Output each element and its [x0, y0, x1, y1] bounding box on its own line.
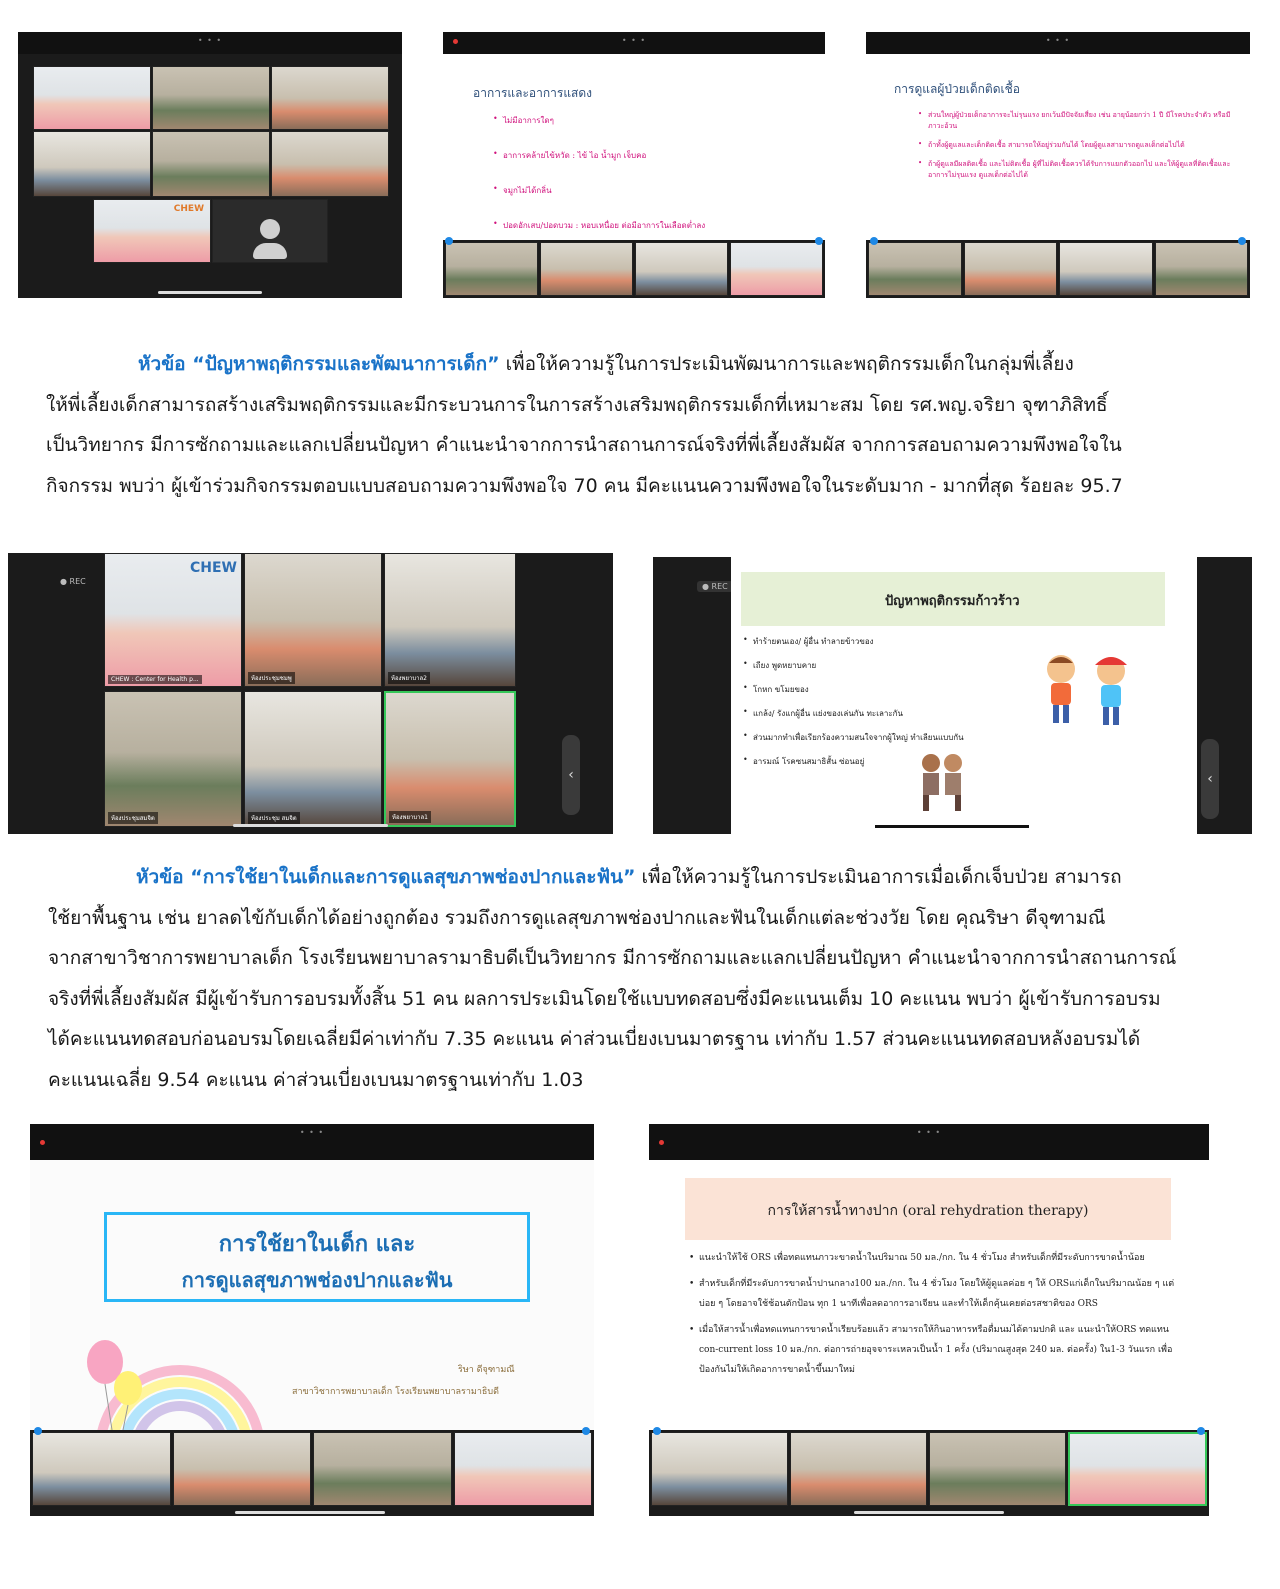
participant-strip [30, 1430, 594, 1508]
video-tile [730, 242, 823, 296]
video-tile [929, 1432, 1066, 1506]
participant-name: ห้องพยาบาล2 [388, 672, 430, 684]
window-topbar: • • • [30, 1124, 594, 1160]
shared-slide [866, 54, 1250, 240]
chew-logo: CHEW [173, 204, 204, 214]
shared-slide [649, 1160, 1209, 1430]
video-tile [152, 66, 270, 130]
participant-name: ห้องพยาบาล1 [389, 811, 431, 823]
video-tile [651, 1432, 788, 1506]
video-tile [1059, 242, 1153, 296]
paragraph-line: เป็นวิทยากร มีการซักถามและแลกเปลี่ยนปัญหา คำแนะนำจากการนำสถานการณ์จริงที่พี่เลี้ยงสัมผัส จากการสอบถามความพึงพอใจใน [46, 434, 1122, 456]
rec-indicator: ● REC [697, 581, 733, 592]
nav-dot[interactable] [582, 1427, 590, 1435]
video-tile [93, 199, 211, 263]
bullet-item: • จมูกไม่ได้กลิ่น [493, 184, 813, 197]
video-tile [635, 242, 728, 296]
slide-title: การดูแลผู้ป่วยเด็กติดเชื้อ [894, 82, 1020, 96]
video-tile [1155, 242, 1249, 296]
video-tile [445, 242, 538, 296]
scroll-indicator [158, 291, 262, 294]
topic-highlight: หัวข้อ “การใช้ยาในเด็กและการดูแลสุขภาพช่องปากและฟัน” [136, 866, 636, 888]
zoom-share-screenshot-2 [443, 32, 825, 298]
participant-strip [443, 240, 825, 298]
window-topbar: • • • [649, 1124, 1209, 1160]
shared-slide [443, 54, 825, 240]
slide-bullets [918, 110, 1236, 193]
shared-slide [30, 1160, 594, 1430]
bullet-item: • เถียง พูดหยาบคาย [743, 659, 1043, 672]
shared-slide [731, 557, 1197, 834]
video-tile-no-camera [212, 199, 328, 263]
user-avatar-icon [260, 219, 280, 239]
paragraph-line: จริงที่พี่เลี้ยงสัมผัส มีผู้เข้ารับการอบรมทั้งสิ้น 51 คน ผลการประเมินโดยใช้แบบทดสอบซึ่งมีคะแนนเต็ม 10 คะแนน พบว่า ผู้เข้ารับการอบรม [48, 987, 1161, 1010]
slide-title: การให้สารน้ำทางปาก (oral rehydration therapy) [767, 1203, 1089, 1219]
participant-name: CHEW : Center for Health p... [108, 675, 202, 684]
paragraph-line: กิจกรรม พบว่า ผู้เข้าร่วมกิจกรรมตอบแบบสอบถามความพึงพอใจ 70 คน มีคะแนนความพึงพอใจในระดับมาก - มากที่สุด ร้อยละ 95.7 [46, 474, 1123, 497]
zoom-share-screenshot-7 [649, 1124, 1209, 1516]
nav-dot[interactable] [815, 237, 823, 245]
nav-dot[interactable] [653, 1427, 661, 1435]
topic-highlight: หัวข้อ “ปัญหาพฤติกรรมและพัฒนาการเด็ก” [138, 353, 500, 375]
bullet-item: • ส่วนใหญ่ผู้ป่วยเด็กอาการจะไม่รุนแรง ยกเว้นมีปัจจัยเสี่ยง เช่น อายุน้อยกว่า 1 ปี มีโรคประจำตัว หรือมีภาวะอ้วน [918, 110, 1236, 132]
paragraph-medicine-oral-health [48, 857, 1228, 1100]
bullet-item: • เมื่อให้สารน้ำเพื่อทดแทนการขาดน้ำเรียบร้อยแล้ว สามารถให้กินอาหารหรือดื่มนมได้ตามปกติ และ แนะนำให้ORS ทดแทน con-current loss 10 มล./กก. ต่อการถ่ายอุจจาระเหลวเป็นน้ำ 1 ครั้ง (ปริมาณสูงสุด 240 มล. ต่อครั้ง) ใน1-3 วันแรก เพื่อป้องกันไม่ให้เกิดอาการขาดน้ำขึ้นมาใหม่ [689, 1320, 1179, 1380]
participant-strip [649, 1430, 1209, 1508]
paragraph-text: เพื่อให้ความรู้ในการประเมินอาการเมื่อเด็กเจ็บป่วย สามารถ [635, 866, 1122, 888]
video-tile [790, 1432, 927, 1506]
zoom-share-screenshot-3 [866, 32, 1250, 298]
slide-progress-bar [875, 825, 1029, 828]
paragraph-text: เพื่อให้ความรู้ในการประเมินพัฒนาการและพฤติกรรมเด็กในกลุ่มพี่เลี้ยง [499, 353, 1074, 375]
video-tile-active-speaker [1068, 1432, 1207, 1506]
bullet-item: • ส่วนมากทำเพื่อเรียกร้องความสนใจจากผู้ใหญ่ ทำเลียนแบบกัน [743, 731, 1043, 744]
bullet-item: • ปอดอักเสบ/ปอดบวม : หอบเหนื่อย ต่อมีอาการในเลือดต่ำลง [493, 219, 813, 232]
nav-dot[interactable] [1238, 237, 1246, 245]
video-tile [33, 66, 151, 130]
nav-dot[interactable] [34, 1427, 42, 1435]
bullet-item: • ไม่มีอาการใดๆ [493, 114, 813, 127]
participant-name: ห้องประชุม สมจิต [248, 812, 300, 824]
window-topbar: • • • [443, 32, 825, 54]
video-tile [540, 242, 633, 296]
slide-bullets [689, 1248, 1179, 1392]
paragraph-line [48, 857, 1228, 898]
slide-title: ปัญหาพฤติกรรมก้าวร้าว [885, 594, 1020, 609]
nav-dot[interactable] [1197, 1427, 1205, 1435]
paragraph-line [46, 344, 1226, 385]
rainbow-balloon-illustration [70, 1340, 270, 1430]
scroll-indicator [235, 1511, 385, 1514]
bullet-item: • แนะนำให้ใช้ ORS เพื่อทดแทนภาวะขาดน้ำในปริมาณ 50 มล./กก. ใน 4 ชั่วโมง สำหรับเด็กที่มีระดับการขาดน้ำน้อย [689, 1248, 1179, 1268]
fighting-kids-illustration [907, 747, 977, 817]
zoom-share-screenshot-5 [653, 557, 1252, 834]
participant-name: ห้องประชุมสมจิต [108, 812, 158, 824]
video-tile [244, 691, 382, 827]
nav-dot[interactable] [870, 237, 878, 245]
zoom-gallery-screenshot-1 [18, 32, 402, 298]
bullet-item: • ถ้าผู้ดูแลมีผลติดเชื้อ และไม่ติดเชื้อ ผู้ที่ไม่ติดเชื้อควรได้รับการแยกตัวออกไป และให้ผู้ดูแลที่ติดเชื้อและอาการไม่รุนแรง ดูแลเด็กต่อไปได้ [918, 159, 1236, 181]
paragraph-line: ให้พี่เลี้ยงเด็กสามารถสร้างเสริมพฤติกรรมและมีกระบวนการในการสร้างเสริมพฤติกรรมเด็กที่เหมาะสม โดย รศ.พญ.จริยา จุฑาภิสิทธิ์ [46, 393, 1108, 416]
participant-strip [866, 240, 1250, 298]
video-tile-active-speaker [384, 691, 516, 827]
rec-indicator: ● REC [60, 577, 86, 586]
bullet-item: • แกล้ง/ รังแกผู้อื่น แย่งของเล่นกัน ทะเลาะกัน [743, 707, 1043, 720]
slide-title: อาการและอาการแสดง [473, 86, 593, 100]
video-tile [454, 1432, 593, 1506]
zoom-share-screenshot-6 [30, 1124, 594, 1516]
video-tile [104, 553, 242, 687]
bullet-item: • ทำร้ายตนเอง/ ผู้อื่น ทำลายข้าวของ [743, 635, 1043, 648]
window-topbar: • • • [18, 32, 402, 54]
participant-name: ห้องประชุมชมพู [248, 672, 295, 684]
slide-bullets [743, 635, 1043, 780]
video-tile [271, 131, 389, 197]
scroll-indicator [854, 1511, 1004, 1514]
scroll-indicator [233, 824, 388, 827]
video-tile [271, 66, 389, 130]
video-tile [104, 691, 242, 827]
bullet-item: • อาการคล้ายไข้หวัด : ไข้ ไอ น้ำมูก เจ็บคอ [493, 149, 813, 162]
chevron-left-icon[interactable]: ‹ [562, 735, 580, 815]
video-tile [313, 1432, 452, 1506]
video-tile [173, 1432, 312, 1506]
video-tile [384, 553, 516, 687]
paragraph-line: คะแนนเฉลี่ย 9.54 คะแนน ค่าส่วนเบี่ยงเบนมาตรฐานเท่ากับ 1.03 [48, 1068, 584, 1091]
angry-kids-illustration [1031, 645, 1141, 735]
video-tile [244, 553, 382, 687]
presenter-name: ริษา ดีจุฑามณี [458, 1365, 515, 1375]
video-tile [152, 131, 270, 197]
paragraph-line: จากสาขาวิชาการพยาบาลเด็ก โรงเรียนพยาบาลรามาธิบดีเป็นวิทยากร มีการซักถามและแลกเปลี่ยนปัญหา คำแนะนำจากการนำสถานการณ์ [48, 947, 1177, 969]
bullet-item: • โกหก ขโมยของ [743, 683, 1043, 696]
paragraph-behavior-development [46, 344, 1226, 506]
slide-title-line1: การใช้ยาในเด็ก และ [218, 1231, 416, 1257]
bullet-item: • อารมณ์ โรคซนสมาธิสั้น ซ่อนอยู่ [743, 755, 1043, 768]
user-avatar-icon [253, 243, 287, 259]
video-tile [33, 131, 151, 197]
chew-logo: CHEW [190, 560, 237, 576]
paragraph-line: ได้คะแนนทดสอบก่อนอบรมโดยเฉลี่ยมีค่าเท่ากับ 7.35 คะแนน ค่าส่วนเบี่ยงเบนมาตรฐาน เท่ากับ 1.57 ส่วนคะแนนทดสอบหลังอบรมได้ [48, 1028, 1141, 1050]
paragraph-line: ใช้ยาพื้นฐาน เช่น ยาลดไข้กับเด็กได้อย่างถูกต้อง รวมถึงการดูแลสุขภาพช่องปากและฟันในเด็กแต่ละช่วงวัย โดย คุณริษา ดีจุฑามณี [48, 906, 1106, 929]
slide-bullets [493, 114, 813, 240]
nav-dot[interactable] [445, 237, 453, 245]
video-tile [32, 1432, 171, 1506]
presenter-affiliation: สาขาวิชาการพยาบาลเด็ก โรงเรียนพยาบาลรามาธิบดี [292, 1387, 499, 1397]
zoom-gallery-screenshot-4 [8, 553, 613, 834]
bullet-item: • ถ้าทั้งผู้ดูแลและเด็กติดเชื้อ สามารถให้อยู่ร่วมกันได้ โดยผู้ดูแลสามารถดูแลเด็กต่อไปได้ [918, 140, 1236, 151]
window-topbar: • • • [866, 32, 1250, 54]
chevron-left-icon[interactable]: ‹ [1201, 739, 1219, 819]
slide-title-line2: การดูแลสุขภาพช่องปากและฟัน [181, 1268, 453, 1292]
video-tile [964, 242, 1058, 296]
bullet-item: • สำหรับเด็กที่มีระดับการขาดน้ำปานกลาง100 มล./กก. ใน 4 ชั่วโมง โดยให้ผู้ดูแลค่อย ๆ ให้ ORSแก่เด็กในปริมาณน้อย ๆ แต่บ่อย ๆ โดยอาจใช้ช้อนตักป้อน ทุก 1 นาทีเพื่อลดอาการอาเจียน และทำให้เด็กคุ้นเคยต่อรสชาติของ ORS [689, 1274, 1179, 1314]
video-tile [868, 242, 962, 296]
